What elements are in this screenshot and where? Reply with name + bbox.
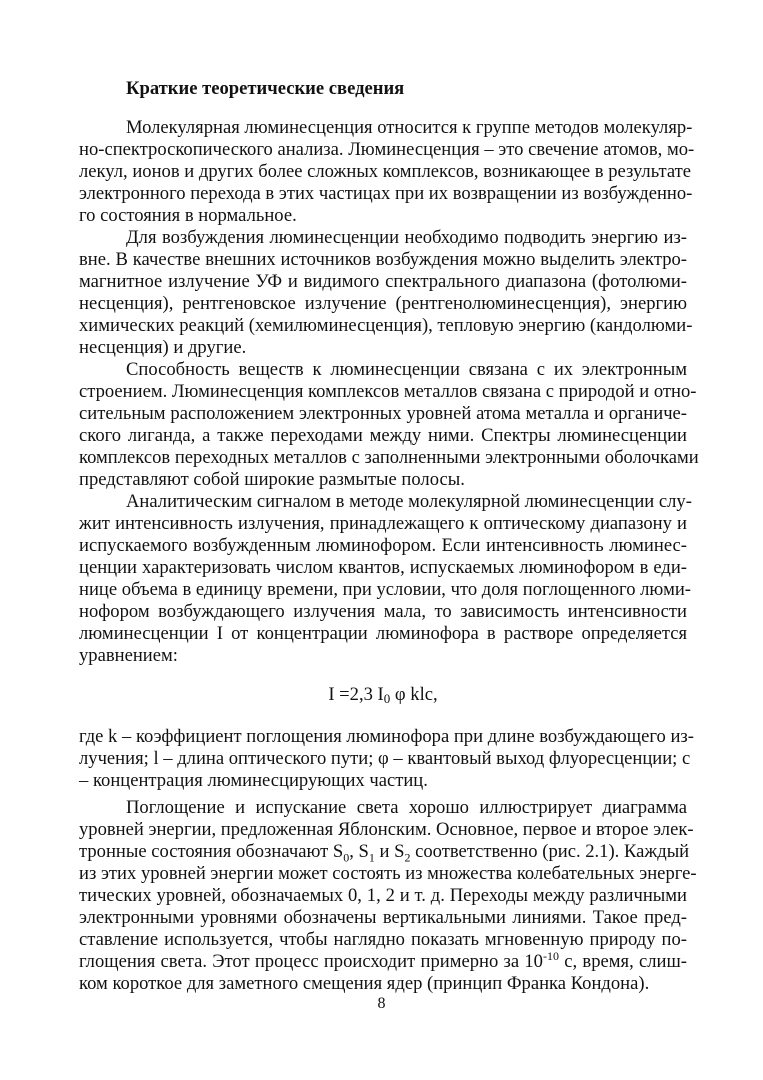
page-content: [79, 78, 699, 995]
text-line: испускаемого возбужденным люминофором. Если интенсивность люминес-: [79, 535, 687, 556]
text-line: Способность веществ к люминесценции связана с их электронным: [126, 359, 687, 380]
text-line: – концентрация люминесцирующих частиц.: [79, 770, 428, 791]
text-fragment: с, время, слиш-: [558, 951, 687, 972]
paragraph: [79, 726, 694, 792]
text-line: ценции характеризовать числом квантов, испускаемых люминофором в еди-: [79, 557, 687, 578]
subscript: 0: [343, 850, 350, 865]
text-line: где k – коэффициент поглощения люминофора при длине возбуждающего из-: [79, 726, 694, 747]
paragraph: [79, 359, 699, 491]
luminescence-formula: [79, 684, 687, 706]
text-line: вне. В качестве внешних источников возбуждения можно выделить электро-: [79, 249, 687, 270]
text-line: электронными уровнями обозначены вертикальными линиями. Такое пред-: [79, 907, 687, 928]
text-line: строением. Люминесценция комплексов металлов связана с природой и отно-: [79, 381, 697, 402]
text-line: уровней энергии, предложенная Яблонским. Основное, первое и второе элек-: [79, 819, 694, 840]
text-line: электронного перехода в этих частицах при их возвращении из возбужденно-: [79, 183, 693, 204]
text-line: из этих уровней энергии может состоять из множества колебательных энерге-: [79, 863, 697, 884]
text-line: Молекулярная люминесценция относится к группе методов молекуляр-: [126, 117, 693, 138]
paragraph-jablonski: [79, 797, 697, 995]
text-line: комплексов переходных металлов с заполненными электронными оболочками: [79, 447, 699, 468]
text-fragment: глощения света. Этот процесс происходит примерно за 10: [79, 951, 543, 972]
page-number: 8: [377, 995, 386, 1012]
paragraphs: [79, 117, 699, 667]
text-line: Поглощение и испускание света хорошо иллюстрирует диаграмма: [126, 797, 687, 818]
text-line: люминесценции I от концентрации люминофора в растворе определяется: [79, 623, 687, 644]
text-line-states: [79, 841, 690, 865]
text-line: нофором возбуждающего излучения мала, то зависимость интенсивности: [79, 601, 687, 622]
paragraph: [79, 227, 693, 359]
text-line: Для возбуждения люминесценции необходимо подводить энергию из-: [126, 227, 687, 248]
text-line: сительным расположением электронных уровней атома металла и органиче-: [79, 403, 687, 424]
text-line: но-спектроскопического анализа. Люминесценция – это свечение атомов, мо-: [79, 139, 695, 160]
text-line: магнитное излучение УФ и видимого спектрального диапазона (фотолюми-: [79, 271, 687, 292]
text-line: лучения; l – длина оптического пути; φ – квантовый выход флуоресценции; с: [79, 748, 691, 769]
text-line: нице объема в единицу времени, при условии, что доля поглощенного люми-: [79, 579, 691, 600]
subscript: 1: [368, 850, 375, 865]
paragraph: [79, 117, 695, 227]
text-line: химических реакций (хемилюминесценция), тепловую энергию (кандолюми-: [79, 315, 693, 336]
formula-subscript: 0: [383, 691, 391, 706]
text-line: Аналитическим сигналом в методе молекулярной люминесценции слу-: [126, 491, 692, 512]
text-fragment: и S: [374, 841, 405, 862]
section-heading: Краткие теоретические сведения: [126, 78, 405, 99]
text-line: уравнением:: [79, 645, 178, 666]
text-line: несценция) и другие.: [79, 337, 247, 358]
text-line: го состояния в нормальное.: [79, 205, 297, 226]
subscript: 2: [404, 850, 411, 865]
formula-left: I =2,3 I: [328, 684, 384, 705]
text-line: тических уровней, обозначаемых 0, 1, 2 и т. д. Переходы между различными: [79, 885, 687, 906]
text-line: жит интенсивность излучения, принадлежащего к оптическому диапазону и: [79, 513, 687, 534]
formula-right: φ klc,: [390, 684, 438, 705]
text-fragment: , S: [349, 841, 369, 862]
text-line: несценция), рентгеновское излучение (рентгенолюминесценция), энергию: [79, 293, 687, 314]
text-fragment: тронные состояния обозначают S: [79, 841, 344, 862]
text-line-time: [79, 948, 687, 973]
text-line: представляют собой широкие размытые полосы.: [79, 469, 465, 490]
text-fragment: соответственно (рис. 2.1). Каждый: [410, 841, 690, 862]
text-line: лекул, ионов и других более сложных комплексов, возникающее в результате: [79, 161, 691, 182]
text-line: ского лиганда, а также переходами между ними. Спектры люминесценции: [79, 425, 687, 446]
text-line: ставление используется, чтобы наглядно показать мгновенную природу по-: [79, 929, 687, 950]
formula-explanation: [79, 726, 694, 792]
paragraph: [79, 491, 692, 667]
superscript: -10: [542, 948, 559, 963]
text-line: ком короткое для заметного смещения ядер (принцип Франка Кондона).: [79, 973, 650, 994]
